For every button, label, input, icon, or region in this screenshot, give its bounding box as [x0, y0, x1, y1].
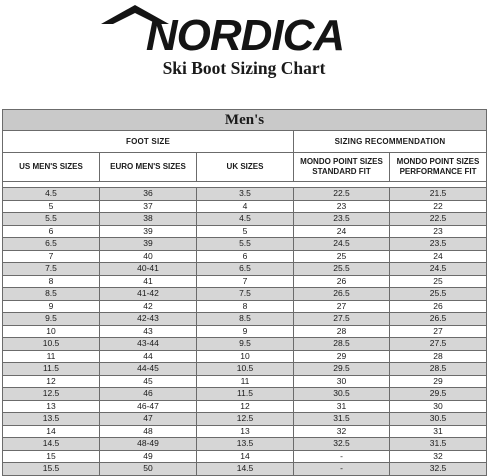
mondo-performance-cell: 31: [390, 425, 487, 438]
mondo-standard-cell: 24: [294, 225, 390, 238]
us-size-cell: 9.5: [3, 313, 100, 326]
uk-size-cell: 13.5: [197, 438, 294, 451]
euro-size-cell: 40: [100, 250, 197, 263]
mondo-performance-cell: 29: [390, 375, 487, 388]
mondo-performance-cell: 27.5: [390, 338, 487, 351]
mondo-performance-cell: 28: [390, 350, 487, 363]
table-row: [3, 263, 487, 276]
euro-sizes-header: EURO MEN'S SIZES: [100, 153, 197, 182]
euro-size-cell: 50: [100, 463, 197, 476]
mondo-performance-cell: 26: [390, 300, 487, 313]
table-row: [3, 300, 487, 313]
uk-size-cell: 4.5: [197, 213, 294, 226]
uk-size-cell: 7.5: [197, 288, 294, 301]
table-row: [3, 388, 487, 401]
us-size-cell: 12.5: [3, 388, 100, 401]
mondo-standard-cell: 26: [294, 275, 390, 288]
euro-size-cell: 40-41: [100, 263, 197, 276]
mondo-performance-cell: 21.5: [390, 188, 487, 201]
us-size-cell: 13.5: [3, 413, 100, 426]
section-title: Men's: [3, 110, 487, 131]
us-size-cell: 15.5: [3, 463, 100, 476]
mondo-performance-cell: 27: [390, 325, 487, 338]
mondo-standard-cell: 22.5: [294, 188, 390, 201]
us-size-cell: 12: [3, 375, 100, 388]
foot-size-header: FOOT SIZE: [3, 131, 294, 153]
euro-size-cell: 48: [100, 425, 197, 438]
euro-size-cell: 42-43: [100, 313, 197, 326]
mondo-performance-cell: 31.5: [390, 438, 487, 451]
euro-size-cell: 39: [100, 225, 197, 238]
uk-size-cell: 7: [197, 275, 294, 288]
size-rows: [3, 188, 487, 476]
table-row: [3, 425, 487, 438]
table-row: [3, 375, 487, 388]
us-size-cell: 11.5: [3, 363, 100, 376]
euro-size-cell: 41-42: [100, 288, 197, 301]
us-size-cell: 4.5: [3, 188, 100, 201]
us-size-cell: 5: [3, 200, 100, 213]
mondo-standard-header: MONDO POINT SIZES STANDARD FIT: [294, 153, 390, 182]
euro-size-cell: 48-49: [100, 438, 197, 451]
mondo-standard-cell: 31: [294, 400, 390, 413]
euro-size-cell: 43: [100, 325, 197, 338]
mondo-performance-cell: 23.5: [390, 238, 487, 251]
uk-size-cell: 4: [197, 200, 294, 213]
mondo-performance-cell: 29.5: [390, 388, 487, 401]
mondo-standard-cell: 28.5: [294, 338, 390, 351]
uk-size-cell: 10: [197, 350, 294, 363]
table-row: [3, 350, 487, 363]
euro-size-cell: 46-47: [100, 400, 197, 413]
table-row: [3, 275, 487, 288]
mondo-performance-cell: 24: [390, 250, 487, 263]
us-size-cell: 7: [3, 250, 100, 263]
mondo-standard-cell: 29: [294, 350, 390, 363]
uk-sizes-header: UK SIZES: [197, 153, 294, 182]
uk-size-cell: 13: [197, 425, 294, 438]
euro-size-cell: 44: [100, 350, 197, 363]
euro-size-cell: 43-44: [100, 338, 197, 351]
us-size-cell: 10.5: [3, 338, 100, 351]
mondo-performance-header: MONDO POINT SIZES PERFORMANCE FIT: [390, 153, 487, 182]
euro-size-cell: 38: [100, 213, 197, 226]
mondo-performance-cell: 30: [390, 400, 487, 413]
table-row: [3, 363, 487, 376]
euro-size-cell: 46: [100, 388, 197, 401]
mondo-performance-cell: 30.5: [390, 413, 487, 426]
mondo-standard-cell: 26.5: [294, 288, 390, 301]
uk-size-cell: 9: [197, 325, 294, 338]
mondo-performance-cell: 24.5: [390, 263, 487, 276]
euro-size-cell: 37: [100, 200, 197, 213]
us-size-cell: 8.5: [3, 288, 100, 301]
mondo-standard-cell: 27: [294, 300, 390, 313]
us-size-cell: 5.5: [3, 213, 100, 226]
us-size-cell: 6.5: [3, 238, 100, 251]
uk-size-cell: 6.5: [197, 263, 294, 276]
uk-size-cell: 3.5: [197, 188, 294, 201]
mondo-standard-cell: 29.5: [294, 363, 390, 376]
table-row: [3, 313, 487, 326]
table-row: [3, 238, 487, 251]
mondo-standard-cell: 32.5: [294, 438, 390, 451]
sizing-table: [2, 109, 487, 476]
mondo-standard-cell: 23: [294, 200, 390, 213]
euro-size-cell: 41: [100, 275, 197, 288]
mondo-performance-cell: 22.5: [390, 213, 487, 226]
euro-size-cell: 44-45: [100, 363, 197, 376]
mondo-standard-cell: 25.5: [294, 263, 390, 276]
table-row: [3, 213, 487, 226]
uk-size-cell: 11.5: [197, 388, 294, 401]
mondo-performance-cell: 22: [390, 200, 487, 213]
uk-size-cell: 8.5: [197, 313, 294, 326]
mondo-standard-cell: 30: [294, 375, 390, 388]
mondo-standard-cell: -: [294, 450, 390, 463]
table-row: [3, 400, 487, 413]
mondo-standard-cell: 32: [294, 425, 390, 438]
us-size-cell: 14.5: [3, 438, 100, 451]
uk-size-cell: 14.5: [197, 463, 294, 476]
mondo-standard-cell: 23.5: [294, 213, 390, 226]
mondo-performance-cell: 25: [390, 275, 487, 288]
mondo-performance-cell: 26.5: [390, 313, 487, 326]
table-row: [3, 338, 487, 351]
nordica-logo: [95, 2, 395, 54]
mondo-standard-cell: 24.5: [294, 238, 390, 251]
us-size-cell: 14: [3, 425, 100, 438]
us-size-cell: 15: [3, 450, 100, 463]
mondo-standard-cell: 30.5: [294, 388, 390, 401]
euro-size-cell: 39: [100, 238, 197, 251]
table-row: [3, 325, 487, 338]
table-row: [3, 438, 487, 451]
us-size-cell: 13: [3, 400, 100, 413]
euro-size-cell: 42: [100, 300, 197, 313]
uk-size-cell: 8: [197, 300, 294, 313]
us-size-cell: 10: [3, 325, 100, 338]
uk-size-cell: 9.5: [197, 338, 294, 351]
euro-size-cell: 49: [100, 450, 197, 463]
table-row: [3, 250, 487, 263]
mondo-performance-cell: 28.5: [390, 363, 487, 376]
us-size-cell: 7.5: [3, 263, 100, 276]
uk-size-cell: 6: [197, 250, 294, 263]
table-row: [3, 288, 487, 301]
mondo-performance-cell: 32.5: [390, 463, 487, 476]
uk-size-cell: 5: [197, 225, 294, 238]
uk-size-cell: 12: [197, 400, 294, 413]
mondo-standard-cell: 28: [294, 325, 390, 338]
svg-text:NORDICA: NORDICA: [145, 11, 345, 54]
euro-size-cell: 45: [100, 375, 197, 388]
sizing-recommendation-header: SIZING RECOMMENDATION: [294, 131, 487, 153]
mondo-performance-cell: 32: [390, 450, 487, 463]
us-size-cell: 8: [3, 275, 100, 288]
uk-size-cell: 10.5: [197, 363, 294, 376]
euro-size-cell: 47: [100, 413, 197, 426]
mondo-standard-cell: 31.5: [294, 413, 390, 426]
mondo-performance-cell: 25.5: [390, 288, 487, 301]
table-row: [3, 450, 487, 463]
uk-size-cell: 11: [197, 375, 294, 388]
mondo-standard-cell: 27.5: [294, 313, 390, 326]
euro-size-cell: 36: [100, 188, 197, 201]
mondo-performance-cell: 23: [390, 225, 487, 238]
uk-size-cell: 12.5: [197, 413, 294, 426]
table-row: [3, 413, 487, 426]
mondo-standard-cell: -: [294, 463, 390, 476]
mondo-standard-cell: 25: [294, 250, 390, 263]
us-size-cell: 11: [3, 350, 100, 363]
table-row: [3, 463, 487, 476]
table-row: [3, 200, 487, 213]
uk-size-cell: 14: [197, 450, 294, 463]
table-row: [3, 225, 487, 238]
us-sizes-header: US MEN'S SIZES: [3, 153, 100, 182]
page-title: Ski Boot Sizing Chart: [162, 58, 326, 78]
uk-size-cell: 5.5: [197, 238, 294, 251]
us-size-cell: 6: [3, 225, 100, 238]
us-size-cell: 9: [3, 300, 100, 313]
table-row: [3, 188, 487, 201]
